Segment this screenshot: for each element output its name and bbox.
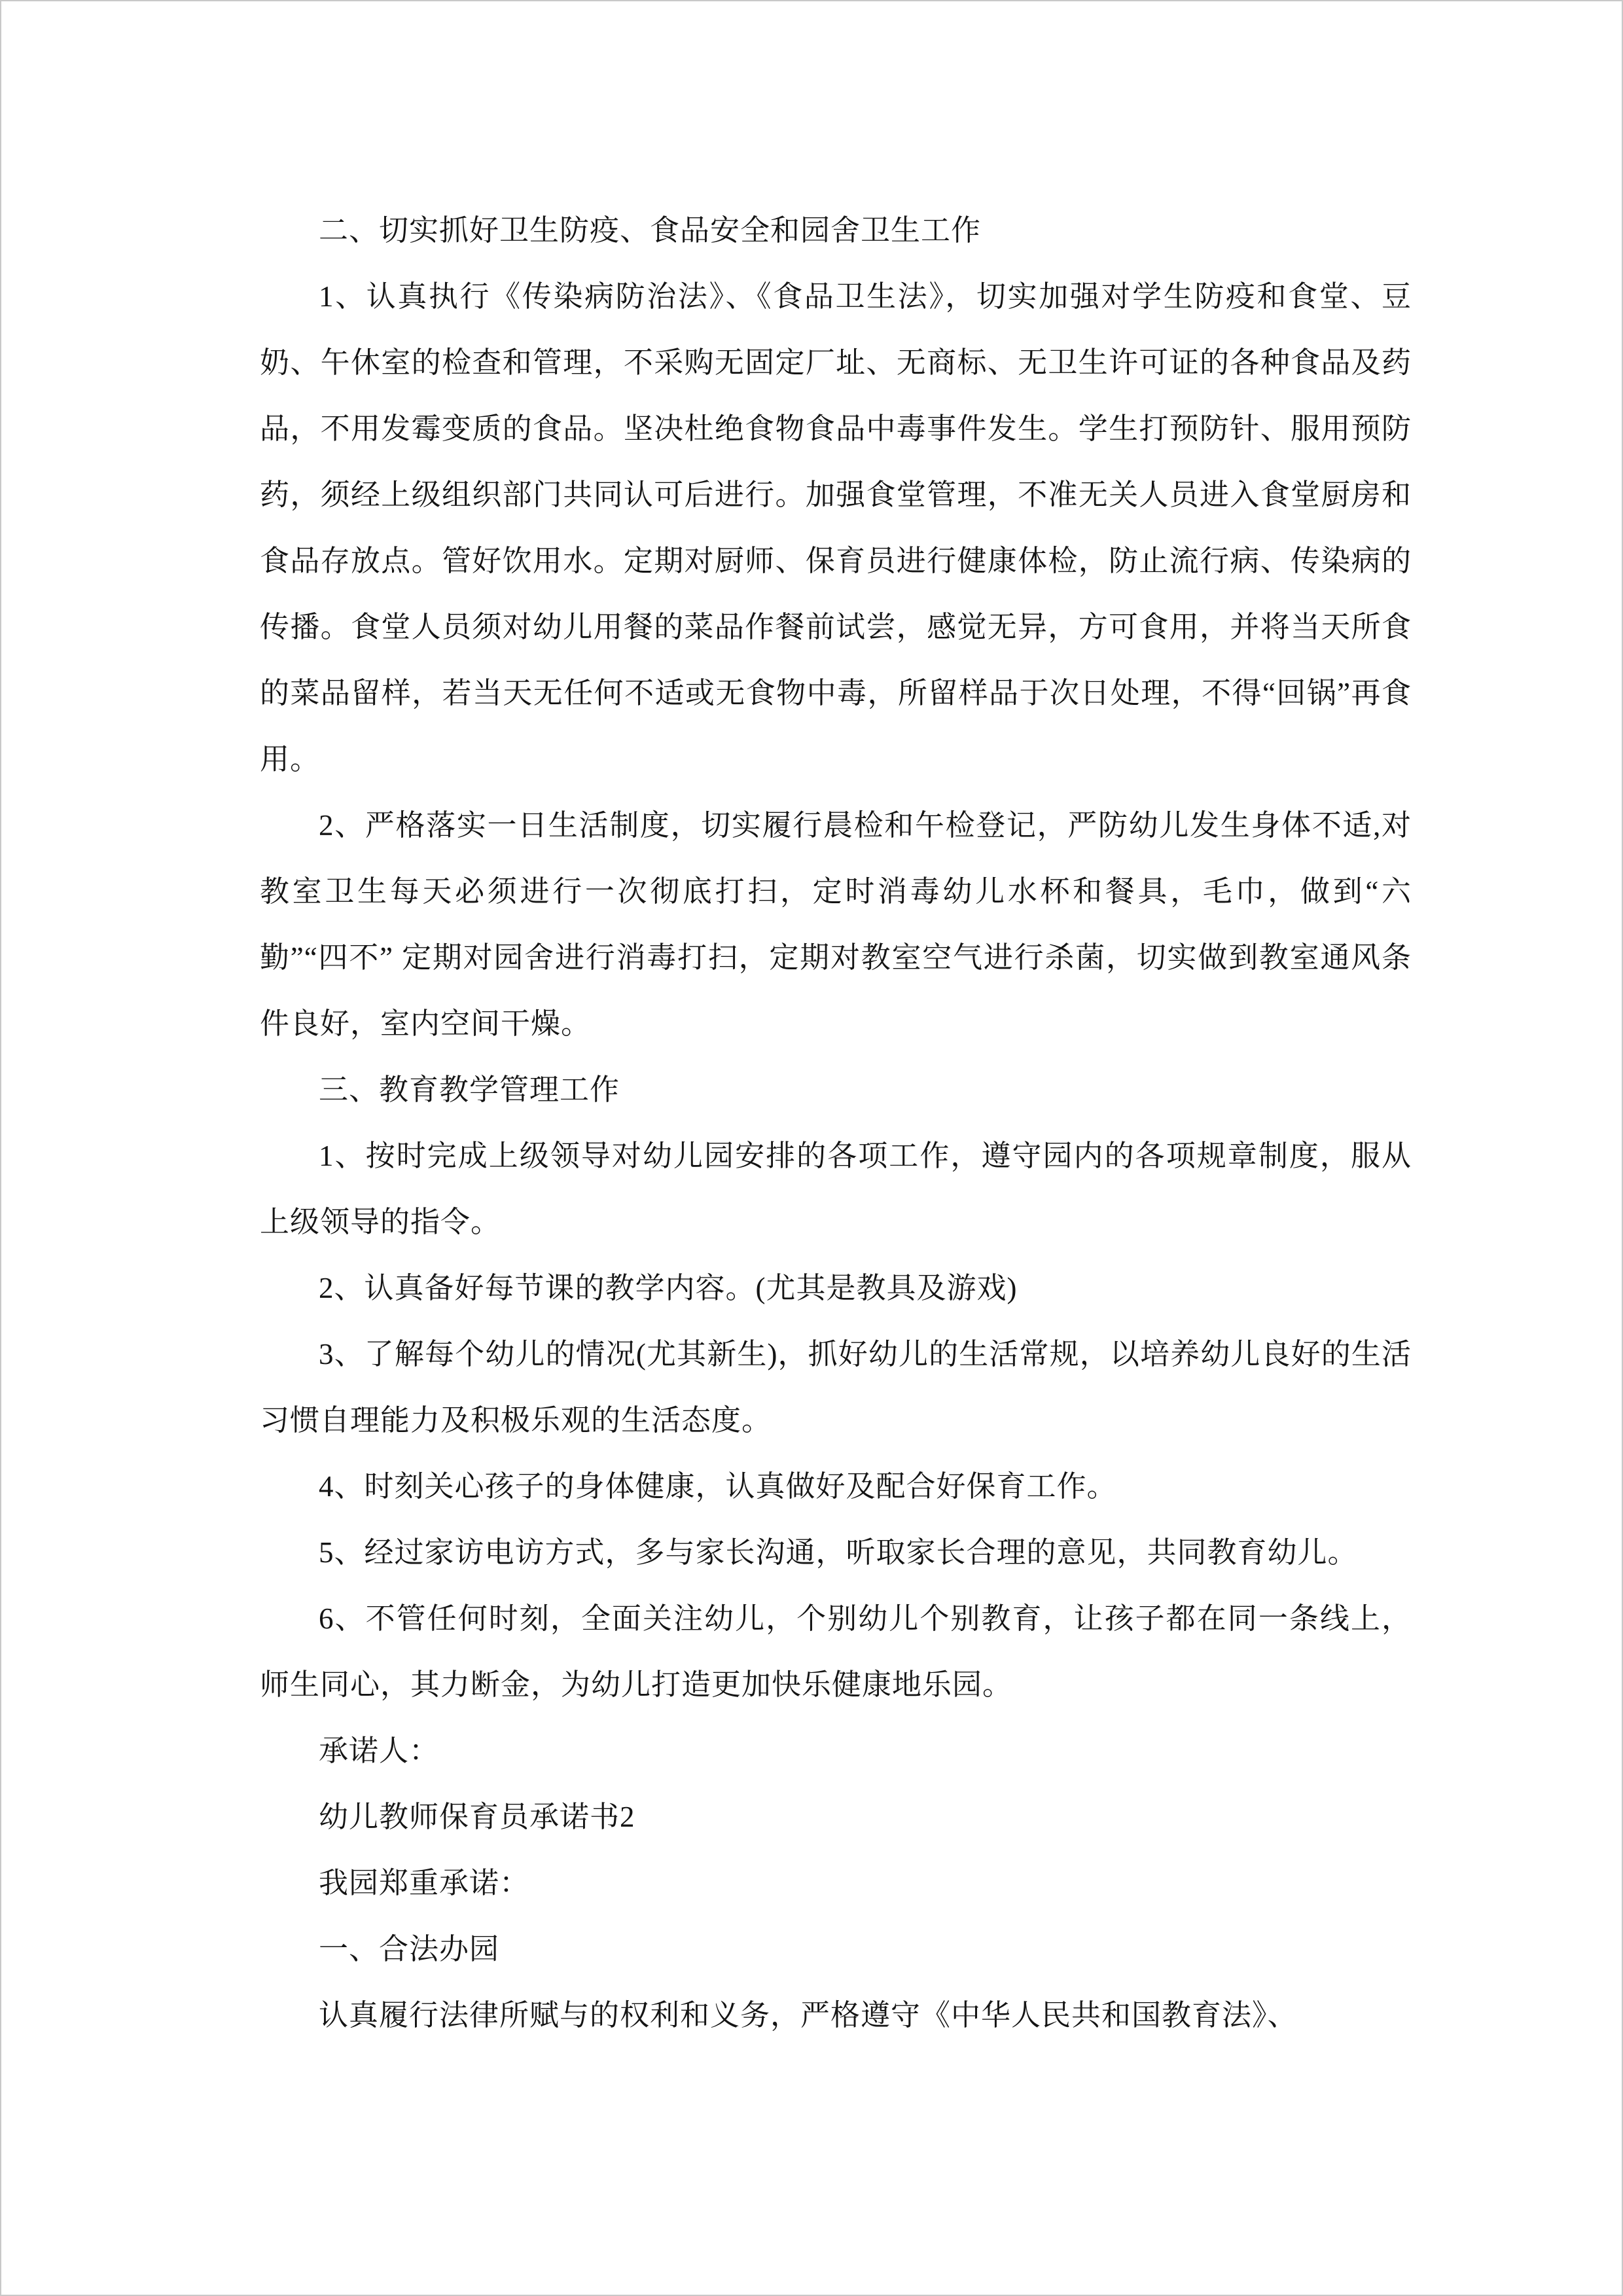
signature-line: 承诺人： <box>319 1734 440 1767</box>
paragraph: 4、时刻关心孩子的身体健康，认真做好及配合好保育工作。 <box>319 1470 1117 1503</box>
document-content <box>260 198 1412 2049</box>
section-heading: 一、合法办园 <box>319 1933 500 1965</box>
paragraph: 1、认真执行《传染病防治法》、《食品卫生法》，切实加强对学生防疫和食堂、豆奶、午休室的检查和管理，不采购无固定厂址、无商标、无卫生许可证的各种食品及药品，不用发霉变质的食品。坚决杜绝食物食品中毒事件发生。学生打预防针、服用预防药，须经上级组织部门共同认可后进行。加强食堂管理，不准无关人员进入食堂厨房和食品存放点。管好饮用水。定期对厨师、保育员进行健康体检，防止流行病、传染病的传播。食堂人员须对幼儿用餐的菜品作餐前试尝，感觉无异，方可食用，并将当天所食的菜品留样，若当天无任何不适或无食物中毒，所留样品于次日处理，不得“回锅”再食用。 <box>260 280 1412 776</box>
section-heading: 三、教育教学管理工作 <box>319 1073 620 1106</box>
paragraph: 1、按时完成上级领导对幼儿园安排的各项工作，遵守园内的各项规章制度，服从上级领导的指令。 <box>260 1139 1412 1238</box>
paragraph: 我园郑重承诺： <box>319 1867 530 1899</box>
doc-subtitle: 幼儿教师保育员承诺书2 <box>319 1801 635 1833</box>
section-heading: 二、切实抓好卫生防疫、食品安全和园舍卫生工作 <box>319 214 982 247</box>
paragraph: 认真履行法律所赋与的权利和义务，严格遵守《中华人民共和国教育法》、 <box>319 1999 1298 2032</box>
paragraph: 3、了解每个幼儿的情况(尤其新生)，抓好幼儿的生活常规，以培养幼儿良好的生活习惯自理能力及积极乐观的生活态度。 <box>260 1338 1412 1437</box>
paragraph: 5、经过家访电访方式，多与家长沟通，听取家长合理的意见，共同教育幼儿。 <box>319 1536 1358 1569</box>
paragraph: 2、认真备好每节课的教学内容。(尤其是教具及游戏) <box>319 1272 1018 1304</box>
paragraph: 2、严格落实一日生活制度，切实履行晨检和午检登记，严防幼儿发生身体不适,对教室卫生每天必须进行一次彻底打扫，定时消毒幼儿水杯和餐具，毛巾，做到“六勤”“四不” 定期对园舍进行消毒打扫，定期对教室空气进行杀菌，切实做到教室通风条件良好，室内空间干燥。 <box>260 809 1412 1040</box>
paragraph: 6、不管任何时刻，全面关注幼儿，个别幼儿个别教育，让孩子都在同一条线上，师生同心，其力断金，为幼儿打造更加快乐健康地乐园。 <box>260 1602 1412 1701</box>
